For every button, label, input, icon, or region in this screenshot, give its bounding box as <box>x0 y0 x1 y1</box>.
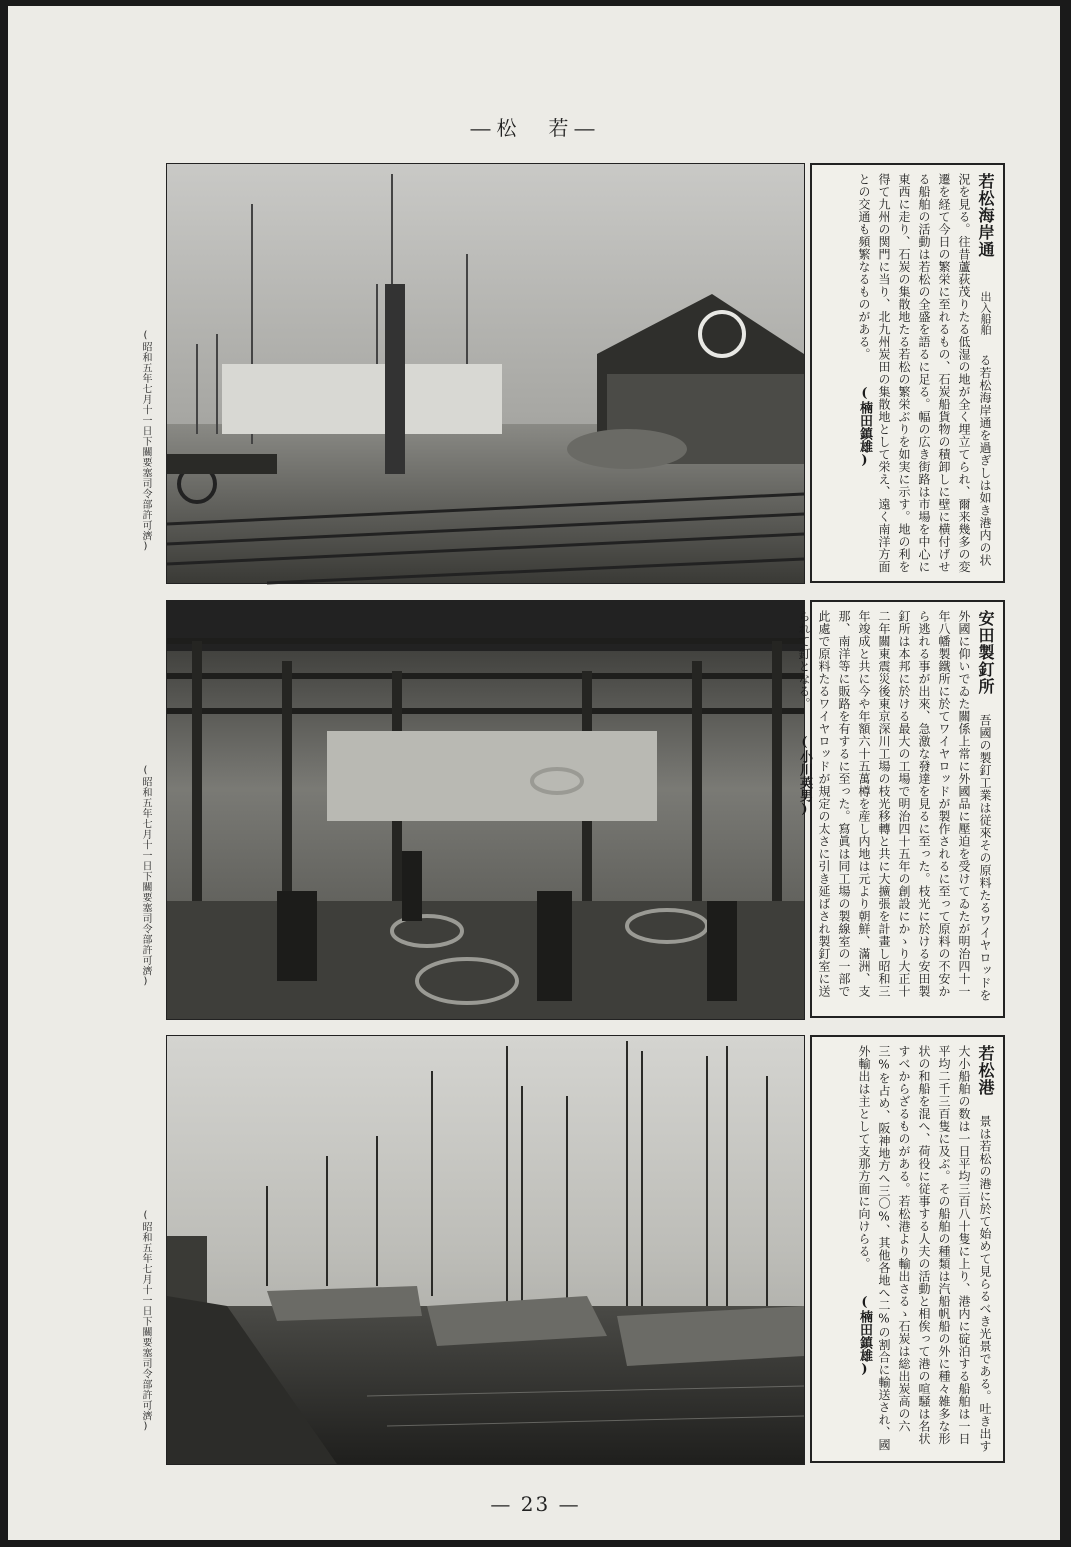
caption-author: (小川英男) <box>797 735 812 817</box>
caption-title: 安田製釘所 <box>976 610 995 695</box>
wakamatsu-port-photo <box>166 1035 805 1465</box>
page-number: — 23 — <box>490 1492 581 1516</box>
caption-title: 若松海岸通 <box>976 173 995 258</box>
caption-wakamatsu-port <box>810 1035 1005 1463</box>
caption-body: 景は若松の港に於て始めて見らるべき光景である。吐き出す大小船舶の数は一日平均三百八十隻に上り、港内に碇泊する船舶は一日平均二千三百隻に及ぶ。その船舶の種類は汽船帆船の外に種々雑多な形状の和船を混へ、荷役に従事する人夫の活動と相俟って港の喧騒は名状すべからざるものがある。若松港より輸出さるゝ石炭は総出炭高の六三%を占め、阪神地方へ三〇%、其他各地へ二%の割合に輸送され、國外輸出は主として支那方面に向けらる。 <box>857 1045 992 1453</box>
caption-body: 吾國の製釘工業は従來その原料たるワイヤロッドを外國に仰いでゐた關係上常に外國品に壓迫を受けてゐたが明治四十一年八幡製鐵所に於てワイヤロッドが製作されるに至って原料の不安から逃れる事が出來、急激な發達を見るに至った。枝光に於ける安田製釘所は本邦に於ける最大の工場で明治四十五年の創設にかゝり大正十二年關東震災後東京深川工場の枝光移轉と共に大擴張を計畫し昭和三年竣成と共に今や年額六十五萬樽を産し内地は元より朝鮮、滿洲、支那、南洋等に販路を有するに至った。寫眞は同工場の製線室の一部で此處で原料たるワイヤロッドが規定の太さに引き延ばされ製釘室に送られて釘となる。 <box>797 610 992 1002</box>
permit-note-3: (昭和五年七月十一日下關要塞司令部許可濟) <box>140 1210 151 1433</box>
permit-note-2: (昭和五年七月十一日下關要塞司令部許可濟) <box>140 765 151 988</box>
caption-subtitle: 出入船舶 <box>979 291 992 335</box>
harbor-wharf-photo <box>166 163 805 584</box>
caption-body: る若松海岸通を過ぎしは如き港内の状況を見る。往昔蘆荻茂りたる低湿の地が全く埋立てられ、爾来幾多の変遷を経て今日の繁栄に至れるもの、石炭船貨物の積卸しに壁に横付げせる船舶の活動は若松の全盛を語るに足る。幅の広き街路は市場を中心に東西に走り、石炭の集散地たる若松の繁栄ぶりを如実に示す。地の利を得て九州の関門に当り、北九州炭田の集散地として栄え、遠く南洋方面との交通も頻繁なるものがある。 <box>857 173 992 573</box>
caption-author: (楠田鎮雄) <box>857 1295 872 1377</box>
caption-wakamatsu-coast <box>810 163 1005 583</box>
caption-yasuda-nail <box>797 600 1005 1018</box>
caption-title: 若松港 <box>976 1045 995 1096</box>
page-header: ―松 若― <box>470 116 601 140</box>
nail-factory-photo <box>166 600 805 1020</box>
permit-note-1: (昭和五年七月十一日下關要塞司令部許可濟) <box>140 330 151 553</box>
caption-author: (楠田鎮雄) <box>857 385 872 468</box>
